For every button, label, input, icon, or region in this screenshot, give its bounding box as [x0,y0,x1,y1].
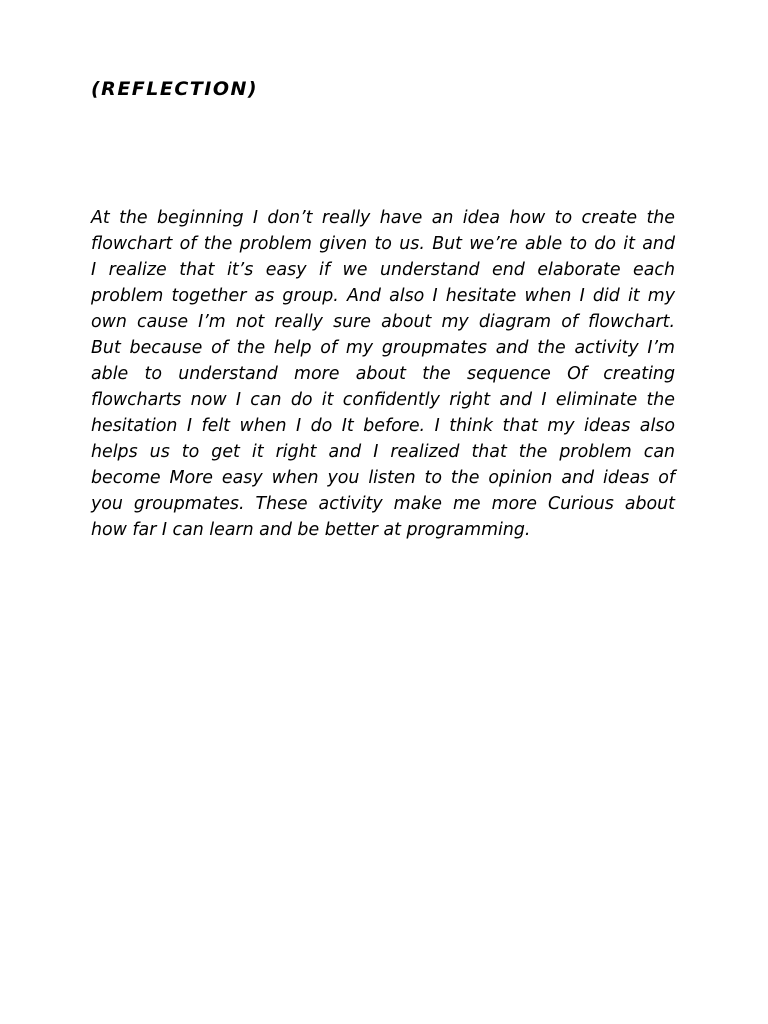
document-title: (REFLECTION) [91,78,259,100]
paragraph-line: flowcharts now I can do it confidently right and I eliminate the [91,390,675,410]
paragraph-line: you groupmates. These activity make me more Curious about [91,494,675,514]
paragraph-line: I realize that it’s easy if we understand end elaborate each [91,260,675,280]
paragraph-line: flowchart of the problem given to us. But we’re able to do it and [91,234,675,254]
reflection-paragraph [91,205,675,543]
paragraph-line: how far I can learn and be better at programming. [91,520,531,540]
paragraph-line: able to understand more about the sequence Of creating [91,364,675,384]
paragraph-line: helps us to get it right and I realized that the problem can [91,442,675,462]
paragraph-line: become More easy when you listen to the opinion and ideas of [91,468,675,488]
paragraph-line: At the beginning I don’t really have an idea how to create the [91,208,675,228]
paragraph-line: problem together as group. And also I hesitate when I did it my [91,286,675,306]
paragraph-line: But because of the help of my groupmates and the activity I’m [91,338,675,358]
paragraph-line: own cause I’m not really sure about my diagram of flowchart. [91,312,675,332]
paragraph-line: hesitation I felt when I do It before. I think that my ideas also [91,416,675,436]
